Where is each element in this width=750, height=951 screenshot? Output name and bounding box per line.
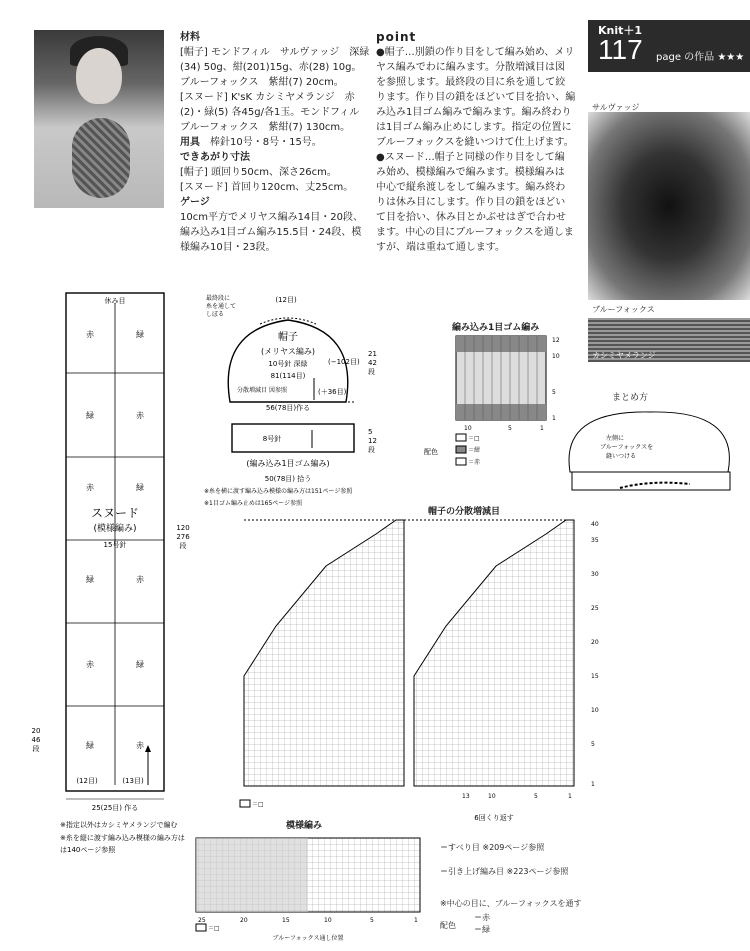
rib-legend: ＝紺 xyxy=(468,447,481,454)
snood-shape xyxy=(72,118,130,198)
page-number: 117 xyxy=(598,34,643,65)
rib-chart xyxy=(424,334,570,474)
decrease-row: 40 xyxy=(591,521,599,528)
pattern-legend-2: ＝引き上げ編み目 ※223ページ参照 xyxy=(440,867,569,876)
snood-bottom-right: (13目) xyxy=(122,777,144,785)
hat-top-stitch: (12目) xyxy=(275,296,297,304)
decrease-right-grid xyxy=(414,520,574,786)
assembly-band xyxy=(572,472,730,490)
rib-legend-label: 配色 xyxy=(424,448,438,456)
snood-height: 段 xyxy=(179,542,187,550)
hat-top-note: しぼる xyxy=(206,311,225,318)
decrease-row: 5 xyxy=(591,741,595,748)
hat-rows: 21 xyxy=(368,350,377,358)
rib-col: 10 xyxy=(464,425,472,432)
pattern-note: ※中心の目に、ブルーフォックスを通す xyxy=(440,899,582,908)
hat-count: 81(114目) xyxy=(270,372,306,380)
point-line: りは休み目にします。作り目の鎖をほどい xyxy=(376,197,566,208)
gauge-line: 編み込み1目ゴム編み15.5目・24段、模 xyxy=(180,227,362,238)
pattern-legend: ＝□ xyxy=(208,925,220,932)
pattern-legend-1: ＝すべり目 ※209ページ参照 xyxy=(440,843,545,852)
pattern-color: ＝緑 xyxy=(474,925,490,934)
hat-top-note: 糸を通して xyxy=(206,303,237,310)
assembly-title: まとめ方 xyxy=(612,393,649,403)
hat-top-note: 最終段に xyxy=(206,295,231,302)
pattern-col: 10 xyxy=(324,917,332,924)
point-block xyxy=(376,30,576,255)
decrease-title: 帽子の分散増減目 xyxy=(428,507,501,517)
model-photo xyxy=(34,30,164,208)
rib-swatch-white xyxy=(456,434,466,441)
hat-subtitle: (メリヤス編み) xyxy=(261,347,315,356)
snood-note: ※指定以外はカシミヤメランジで編む xyxy=(60,821,178,829)
hat-rows: 42 xyxy=(368,359,377,367)
snood-title: スヌード xyxy=(90,506,140,520)
hat-dec-note: 分散増減目 図参照 xyxy=(237,387,287,394)
hat-rows: 段 xyxy=(368,368,375,376)
snood-diagram xyxy=(0,285,200,865)
assembly-note: 左側に xyxy=(606,435,625,442)
pattern-col: 15 xyxy=(282,917,290,924)
decrease-chart xyxy=(236,516,606,826)
rib-col: 5 xyxy=(508,425,512,432)
point-line: ます。中心の目にブルーフォックスを通しま xyxy=(376,227,574,238)
snood-cell: 緑 xyxy=(136,330,144,339)
decrease-repeat: 6回くり返す xyxy=(474,814,514,822)
pattern-bottom: ブルーフォックス通し位置 xyxy=(272,935,344,942)
materials-line: (2)・緑(5) 各45g/各1玉。モンドフィル xyxy=(180,107,360,118)
snood-cell: 赤 xyxy=(136,411,144,420)
yarn-label-3: カシミヤメランジ xyxy=(592,351,656,360)
hat-needle: 10号針 深緑 xyxy=(268,360,308,368)
snood-cell: 緑 xyxy=(136,660,144,669)
snood-width: 25(25目) 作る xyxy=(91,804,139,812)
snood-cell: 緑 xyxy=(86,411,94,420)
tools-label: 用具 xyxy=(180,137,200,148)
band-pick: 50(78目) 拾う xyxy=(264,475,312,483)
decrease-left-grid xyxy=(244,520,404,786)
decrease-row: 25 xyxy=(591,605,599,612)
snood-cell: 緑 xyxy=(136,483,144,492)
materials-line: ブルーフォックス 紫紺(7) 130cm。 xyxy=(180,122,351,133)
rib-row: 1 xyxy=(552,415,556,422)
rib-col: 1 xyxy=(540,425,544,432)
hat-diagram xyxy=(200,290,410,520)
hat-count-dec: (−102目) xyxy=(328,358,360,366)
decrease-row: 1 xyxy=(591,781,595,788)
materials-block xyxy=(180,30,370,255)
point-line: ●帽子…別鎖の作り目をして編み始め、メリ xyxy=(376,47,575,58)
pattern-chart xyxy=(192,832,432,942)
snood-height: 120 xyxy=(176,524,190,532)
point-line: すが、端は重ねて通します。 xyxy=(376,242,505,253)
hat-inc: (＋36目) xyxy=(318,388,347,396)
point-line: ●スヌード…帽子と同様の作り目をして編 xyxy=(376,152,565,163)
point-line: を参照します。最終段の目に糸を通して絞 xyxy=(376,77,566,88)
gauge-heading: ゲージ xyxy=(180,197,210,208)
hat-title: 帽子 xyxy=(278,332,298,343)
pattern-shaded xyxy=(196,838,308,912)
materials-line: ブルーフォックス 紫紺(7) 20cm。 xyxy=(180,77,344,88)
rib-swatch-navy xyxy=(456,446,466,453)
hat-base: 56(78目)作る xyxy=(265,404,311,412)
materials-line: [スヌード] K'sK カシミヤメランジ 赤 xyxy=(180,92,355,103)
snood-bottom-left: (12目) xyxy=(76,777,98,785)
pattern-col: 5 xyxy=(370,917,374,924)
point-line: ります。作り目の鎖をほどいて目を拾い、編 xyxy=(376,92,576,103)
size-line: [帽子] 頭回り50cm、深さ26cm。 xyxy=(180,167,337,178)
point-line: ブルーフォックスを縫いつけて仕上げます。 xyxy=(376,137,574,148)
assembly-note: ブルーフォックスを xyxy=(600,444,654,451)
point-line: み込み1目ゴム編みで編みます。編み終わり xyxy=(376,107,572,118)
yarn-label-1: サルヴァッジ xyxy=(592,103,640,112)
rib-row: 10 xyxy=(552,353,560,360)
decrease-row: 20 xyxy=(591,639,599,646)
knit-label: Knit＋1 xyxy=(598,24,643,37)
rib-legend: ＝□ xyxy=(468,435,480,442)
point-line: ヤス編みでわに編みます。分散増減目は図 xyxy=(376,62,565,73)
decrease-row: 10 xyxy=(591,707,599,714)
materials-line: [帽子] モンドフィル サルヴァッジ 深緑 xyxy=(180,47,370,58)
decrease-col: 13 xyxy=(462,793,470,800)
face-shape xyxy=(76,48,122,104)
band-rows: 5 xyxy=(368,428,373,436)
snood-cell: 赤 xyxy=(136,575,144,584)
band-rows: 段 xyxy=(368,446,375,454)
size-line: [スヌード] 首回り120cm、丈25cm。 xyxy=(180,182,354,193)
pattern-col: 20 xyxy=(240,917,248,924)
rib-row: 5 xyxy=(552,389,556,396)
decrease-row: 35 xyxy=(591,537,599,544)
rib-swatch-red xyxy=(456,458,466,465)
pattern-col: 1 xyxy=(414,917,418,924)
assembly-diagram xyxy=(560,400,740,510)
fur-photo xyxy=(588,112,750,300)
pattern-color: ＝赤 xyxy=(474,913,490,922)
snood-rows-left: 段 xyxy=(32,745,40,753)
pattern-title: 模様編み xyxy=(286,821,323,831)
point-line: て目を拾い、休み目とかぶせはぎで合わせ xyxy=(376,212,566,223)
point-line: み始め、模様編みで編みます。模様編みは xyxy=(376,167,565,178)
size-heading: できあがり寸法 xyxy=(180,152,250,163)
snood-rows-left: 46 xyxy=(31,736,41,744)
snood-cell: 赤 xyxy=(86,483,94,492)
pattern-col: 25 xyxy=(198,917,206,924)
band-title: (編み込み1目ゴム編み) xyxy=(246,459,330,468)
side-panel xyxy=(588,0,750,370)
tools-text: 棒針10号・8号・15号。 xyxy=(210,137,322,148)
materials-heading: 材料 xyxy=(180,32,200,43)
decrease-legend: ＝□ xyxy=(252,801,264,808)
hat-note: ※糸を横に渡す編み込み模様の編み方は151ページ参照 xyxy=(204,488,353,495)
snood-cell: 赤 xyxy=(86,660,94,669)
snood-height: 276 xyxy=(176,533,190,541)
assembly-hat xyxy=(569,412,729,472)
point-line: は1目ゴム編み止めにします。指定の位置に xyxy=(376,122,572,133)
snood-rows-left: 20 xyxy=(31,727,41,735)
hat-band-outline xyxy=(232,424,354,452)
gauge-line: 10cm平方でメリヤス編み14目・20段、 xyxy=(180,212,364,223)
yarn-label-2: ブルーフォックス xyxy=(592,305,655,314)
band-rows: 12 xyxy=(368,437,377,445)
point-heading: point xyxy=(376,30,417,44)
decrease-col: 10 xyxy=(488,793,496,800)
point-line: 中心で縦糸渡しをして編みます。編み終わ xyxy=(376,182,566,193)
snood-cell: 赤 xyxy=(136,741,144,750)
snood-needle: 15号針 xyxy=(103,541,127,549)
decrease-row: 15 xyxy=(591,673,599,680)
rib-title: 編み込み1目ゴム編み xyxy=(452,323,540,333)
gauge-line: 様編み10目・23段。 xyxy=(180,242,276,253)
decrease-swatch xyxy=(240,800,250,807)
rib-row: 12 xyxy=(552,337,560,344)
rib-legend: ＝赤 xyxy=(468,459,481,466)
materials-line: (34) 50g、紺(201)15g、赤(28) 10g。 xyxy=(180,62,362,73)
pattern-color-label: 配色 xyxy=(440,921,456,930)
hat-top-dashed xyxy=(260,318,316,324)
snood-subtitle: (模様編み) xyxy=(93,524,137,534)
decrease-col: 1 xyxy=(568,793,572,800)
band-needle: 8号針 xyxy=(262,435,282,443)
decrease-col: 5 xyxy=(534,793,538,800)
assembly-note: 縫いつける xyxy=(606,453,637,460)
page-label: page の作品 ★★★ xyxy=(656,52,745,63)
snood-note: ※糸を縦に渡す編み込み模様の編み方は xyxy=(60,834,185,842)
page-badge xyxy=(588,20,750,72)
pattern-swatch xyxy=(196,924,206,931)
snood-top-label: 休み目 xyxy=(104,297,126,305)
decrease-row: 30 xyxy=(591,571,599,578)
snood-cell: 緑 xyxy=(86,575,94,584)
snood-cell: 緑 xyxy=(86,741,94,750)
snood-cell: 赤 xyxy=(86,330,94,339)
arrow-head xyxy=(145,745,151,752)
snood-note: は140ページ参照 xyxy=(60,846,116,854)
hat-note: ※1目ゴム編み止めは165ページ参照 xyxy=(204,500,303,507)
